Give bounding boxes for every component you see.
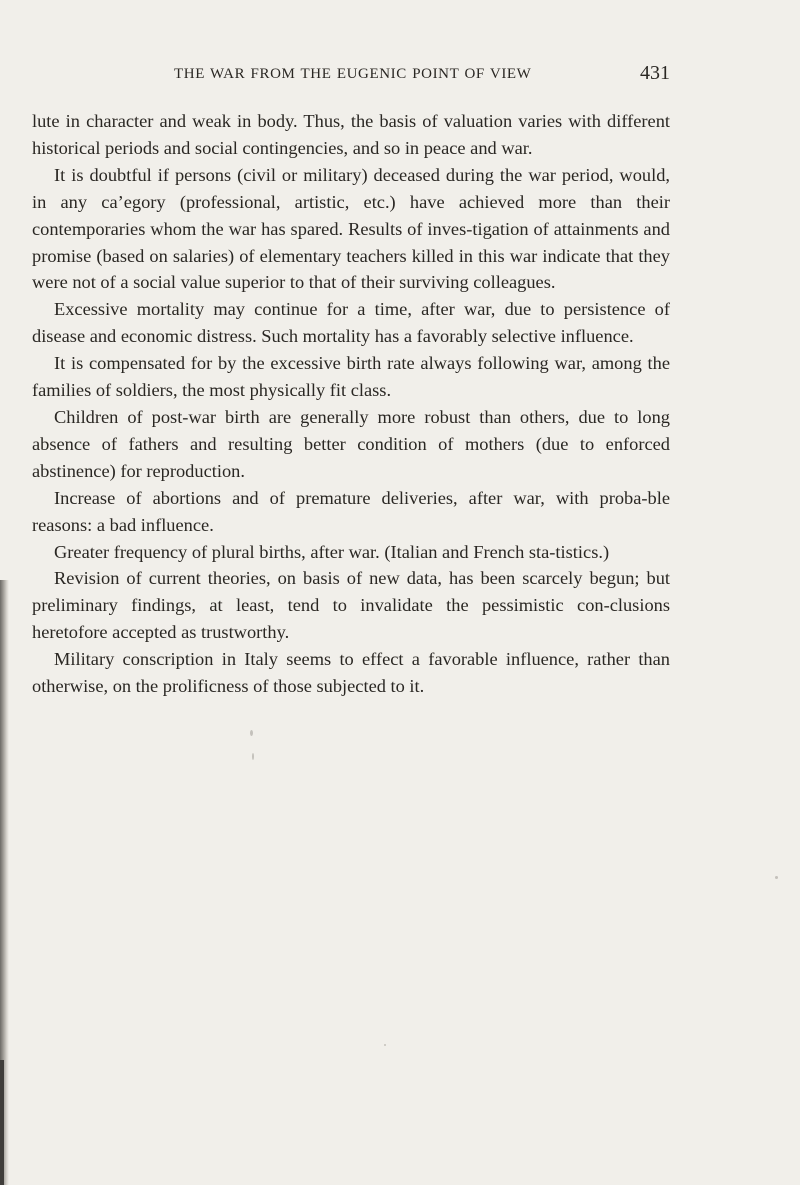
paragraph: It is doubtful if persons (civil or military) deceased during the war period, would, in any ca’egory (professional, artistic, etc.) have achieved more than their contemporaries whom the war has spared. Results of inves-tigation of attainments and promise (based on salaries) of elementary teachers killed in this war indicate that they were not of a social value superior to that of their surviving colleagues. (32, 164, 670, 293)
page-number: 431 (640, 62, 670, 84)
paragraph: Revision of current theories, on basis of new data, has been scarcely begun; but preliminary findings, at least, tend to invalidate the pessimistic con-clusions heretofore accepted as trustworthy. (32, 568, 670, 643)
paragraph: Children of post-war birth are generally more robust than others, due to long absence of fathers and resulting better condition of mothers (due to enforced abstinence) for reproduction. (32, 406, 670, 481)
paragraph: Increase of abortions and of premature deliveries, after war, with proba-ble reasons: a bad influence. (32, 487, 670, 535)
paragraph: Greater frequency of plural births, after war. (Italian and French sta-tistics.) (54, 541, 610, 562)
paragraph: Excessive mortality may continue for a time, after war, due to persistence of disease and economic distress. Such mortality has a favorably selective influence. (32, 299, 670, 347)
paper-speck (775, 876, 778, 879)
paper-speck (252, 753, 254, 760)
paper-speck (384, 1044, 386, 1046)
paragraph: Military conscription in Italy seems to effect a favorable influence, rather than otherwise, on the prolificness of those subjected to it. (32, 649, 670, 697)
paper-speck (250, 730, 253, 736)
body-text (32, 108, 670, 700)
paragraph: It is compensated for by the excessive birth rate always following war, among the families of soldiers, the most physically fit class. (32, 353, 670, 401)
paragraph: lute in character and weak in body. Thus, the basis of valuation varies with different historical periods and social contingencies, and so in peace and war. (32, 111, 670, 158)
page-header (174, 62, 670, 92)
binding-shadow (0, 1060, 4, 1185)
running-head: THE WAR FROM THE EUGENIC POINT OF VIEW (174, 66, 532, 82)
